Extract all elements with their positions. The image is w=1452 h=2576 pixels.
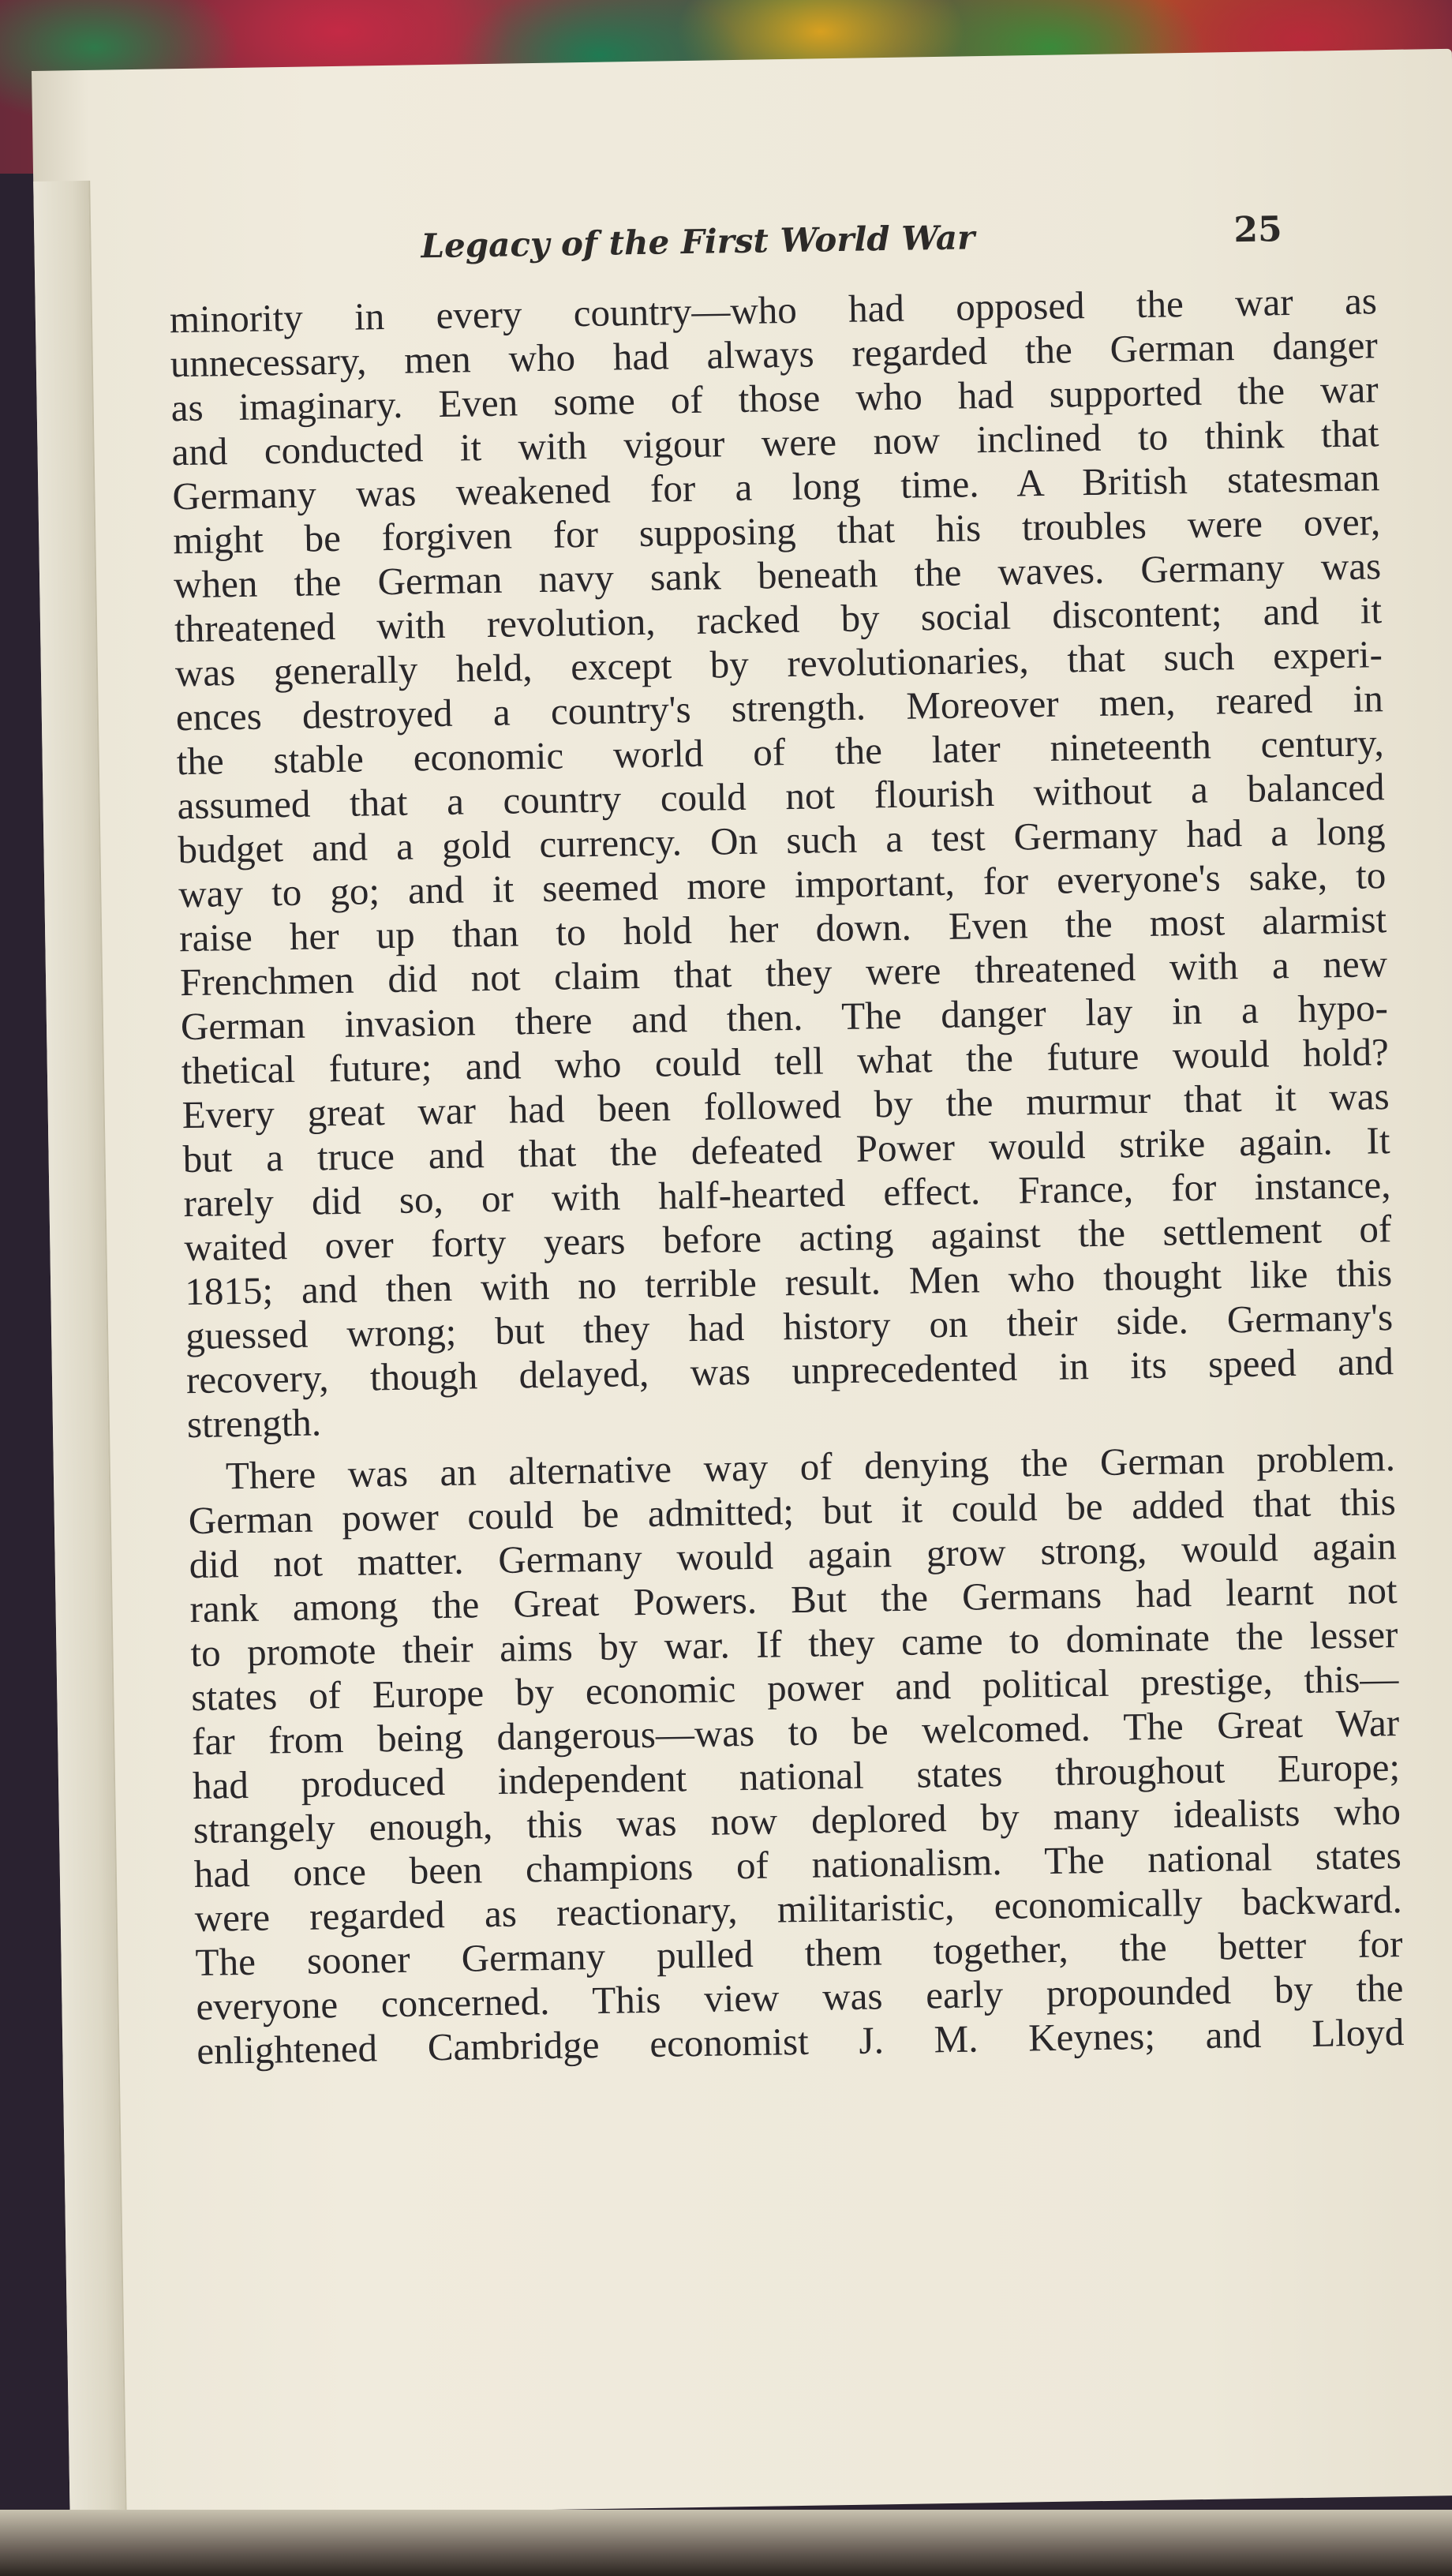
text-line: There was an alternative way of denying the German problem.	[225, 1436, 1396, 1498]
text-line: Every great war had been followed by the murmur that it was	[182, 1074, 1390, 1137]
text-line: had once been champions of nationalism. The national states	[193, 1833, 1402, 1896]
text-line: might be forgiven for supposing that his troubles were over,	[172, 500, 1381, 563]
text-line: 1815; and then with no terrible result. Men who thought like this	[184, 1251, 1393, 1314]
text-line: the stable economic world of the later nineteenth century,	[176, 721, 1385, 784]
text-line: everyone concerned. This view was early propounded by the	[196, 1965, 1404, 2029]
text-line: was generally held, except by revolutionaries, that such experi-	[174, 632, 1383, 695]
text-line: minority in every country—who had opposed the war as	[169, 279, 1378, 342]
text-line: strangely enough, this was now deplored by many idealists who	[193, 1789, 1401, 1852]
text-line: were regarded as reactionary, militaristic, economically backward.	[194, 1878, 1403, 1941]
text-line: far from being dangerous—was to be welcomed. The Great War	[191, 1701, 1400, 1764]
text-line: German invasion there and then. The danger lay in a hypo-	[180, 986, 1389, 1049]
text-line: threatened with revolution, racked by social discontent; and it	[174, 588, 1383, 651]
text-line: Frenchmen did not claim that they were threatened with a new	[179, 942, 1388, 1005]
text-line: did not matter. Germany would again grow strong, would again	[189, 1524, 1397, 1587]
text-line: and conducted it with vigour were now inclined to think that	[171, 411, 1379, 474]
text-line: enlightened Cambridge economist J. M. Keynes; and Lloyd	[196, 2009, 1405, 2073]
text-line: waited over forty years before acting against the settlement of	[184, 1207, 1392, 1270]
text-line: raise her up than to hold her down. Even the most alarmist	[178, 897, 1387, 960]
text-line: had produced independent national states throughout Europe;	[192, 1745, 1401, 1808]
text-line: ences destroyed a country's strength. Moreover men, reared in	[175, 676, 1384, 739]
text-line: budget and a gold currency. On such a test Germany had a long	[178, 809, 1386, 872]
text-line: strength.	[186, 1400, 322, 1447]
text-line: way to go; and it seemed more important, for everyone's sake, to	[178, 853, 1387, 916]
running-head: Legacy of the First World War	[421, 218, 975, 266]
paragraph-2	[188, 1436, 1405, 2073]
page-gutter	[33, 181, 127, 2549]
text-line: German power could be admitted; but it could be added that this	[188, 1480, 1397, 1543]
book-page	[32, 49, 1452, 2518]
text-line: when the German navy sank beneath the waves. Germany was	[173, 544, 1382, 607]
page-number: 25	[1233, 209, 1282, 251]
text-line: states of Europe by economic power and political prestige, this—	[190, 1657, 1399, 1720]
text-line: guessed wrong; but they had history on their side. Germany's	[185, 1295, 1394, 1358]
body-text	[170, 279, 1405, 2073]
text-line: assumed that a country could not flourish without a balanced	[177, 765, 1385, 828]
text-line: but a truce and that the defeated Power would strike again. It	[182, 1118, 1390, 1181]
text-line: recovery, though delayed, was unprecedented in its speed and	[185, 1339, 1394, 1402]
text-line: The sooner Germany pulled them together, the better for	[195, 1922, 1403, 1985]
text-line: rank among the Great Powers. But the Germans had learnt not	[189, 1568, 1398, 1631]
page-bottom-shadow	[0, 2510, 1452, 2576]
text-line: thetical future; and who could tell what the future would hold?	[181, 1030, 1390, 1093]
text-line: rarely did so, or with half-hearted effect. France, for instance,	[183, 1163, 1391, 1226]
text-line: as imaginary. Even some of those who had supported the war	[170, 367, 1379, 430]
text-line: Germany was weakened for a long time. A British statesman	[172, 455, 1380, 519]
text-line: to promote their aims by war. If they came to dominate the lesser	[190, 1612, 1398, 1676]
text-line: unnecessary, men who had always regarded the German danger	[170, 323, 1379, 386]
paragraph-1	[170, 279, 1395, 1447]
